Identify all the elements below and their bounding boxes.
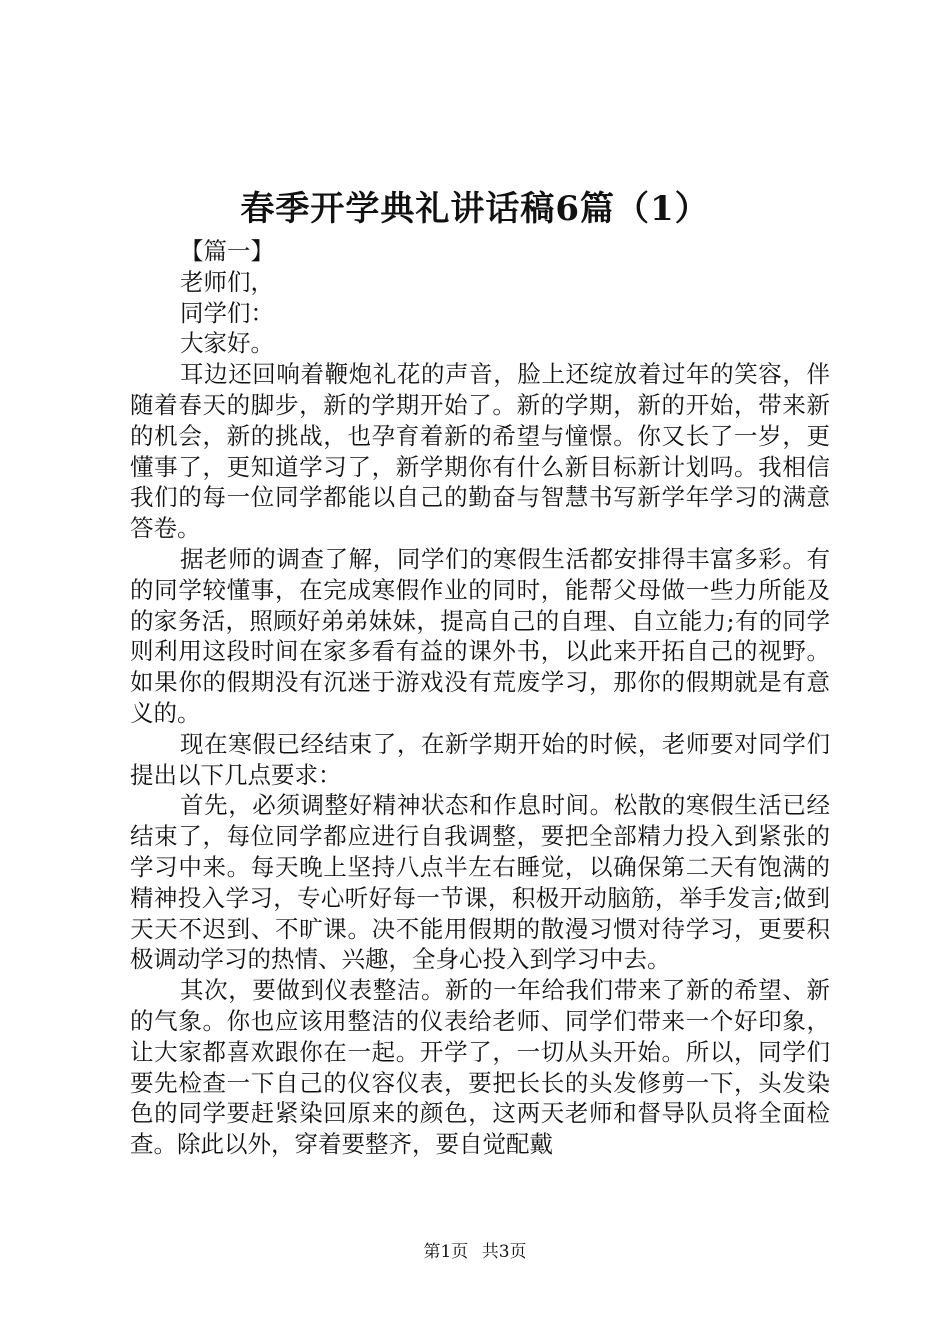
paragraph: 耳边还回响着鞭炮礼花的声音，脸上还绽放着过年的笑容，伴随着春天的脚步，新的学期开始了。新的学期，新的开始，带来新的机会，新的挑战，也孕育着新的希望与憧憬。你又长了一岁，更懂事了，更知道学习了，新学期你有什么新目标新计划吗。我相信我们的每一位同学都能以自己的勤奋与智慧书写新学年学习的满意答卷。 xyxy=(130,360,830,543)
document-body xyxy=(130,236,830,1160)
paragraph: 据老师的调查了解，同学们的寒假生活都安排得丰富多彩。有的同学较懂事，在完成寒假作业的同时，能帮父母做一些力所能及的家务活，照顾好弟弟妹妹，提高自己的自理、自立能力;有的同学则利用这段时间在家多看有益的课外书，以此来开拓自己的视野。如果你的假期没有沉迷于游戏没有荒废学习，那你的假期就是有意义的。 xyxy=(130,544,830,727)
greeting: 大家好。 xyxy=(180,329,274,358)
document-title: 春季开学典礼讲话稿6篇（1） xyxy=(240,189,710,229)
paragraph: 其次，要做到仪表整洁。新的一年给我们带来了新的希望、新的气象。你也应该用整洁的仪表给老师、同学们带来一个好印象，让大家都喜欢跟你在一起。开学了，一切从头开始。所以，同学们要先检查一下自己的仪容仪表，要把长长的头发修剪一下，头发染色的同学要赶紧染回原来的颜色，这两天老师和督导队员将全面检查。除此以外，穿着要整齐，要自觉配戴 xyxy=(130,976,830,1159)
paragraph: 现在寒假已经结束了，在新学期开始的时候，老师要对同学们提出以下几点要求： xyxy=(130,729,830,789)
paragraph: 首先，必须调整好精神状态和作息时间。松散的寒假生活已经结束了，每位同学都应进行自我调整，要把全部精力投入到紧张的学习中来。每天晚上坚持八点半左右睡觉，以确保第二天有饱满的精神投入学习，专心听好每一节课，积极开动脑筋，举手发言;做到天天不迟到、不旷课。决不能用假期的散漫习惯对待学习，更要积极调动学习的热情、兴趣，全身心投入到学习中去。 xyxy=(130,791,830,974)
section-heading: 【篇一】 xyxy=(180,237,274,265)
salutation-teachers: 老师们， xyxy=(180,267,274,296)
page-number: 第1页 xyxy=(423,1242,469,1262)
page-footer xyxy=(0,1240,950,1264)
salutation-students: 同学们： xyxy=(180,298,274,327)
page-total: 共3页 xyxy=(481,1242,527,1262)
